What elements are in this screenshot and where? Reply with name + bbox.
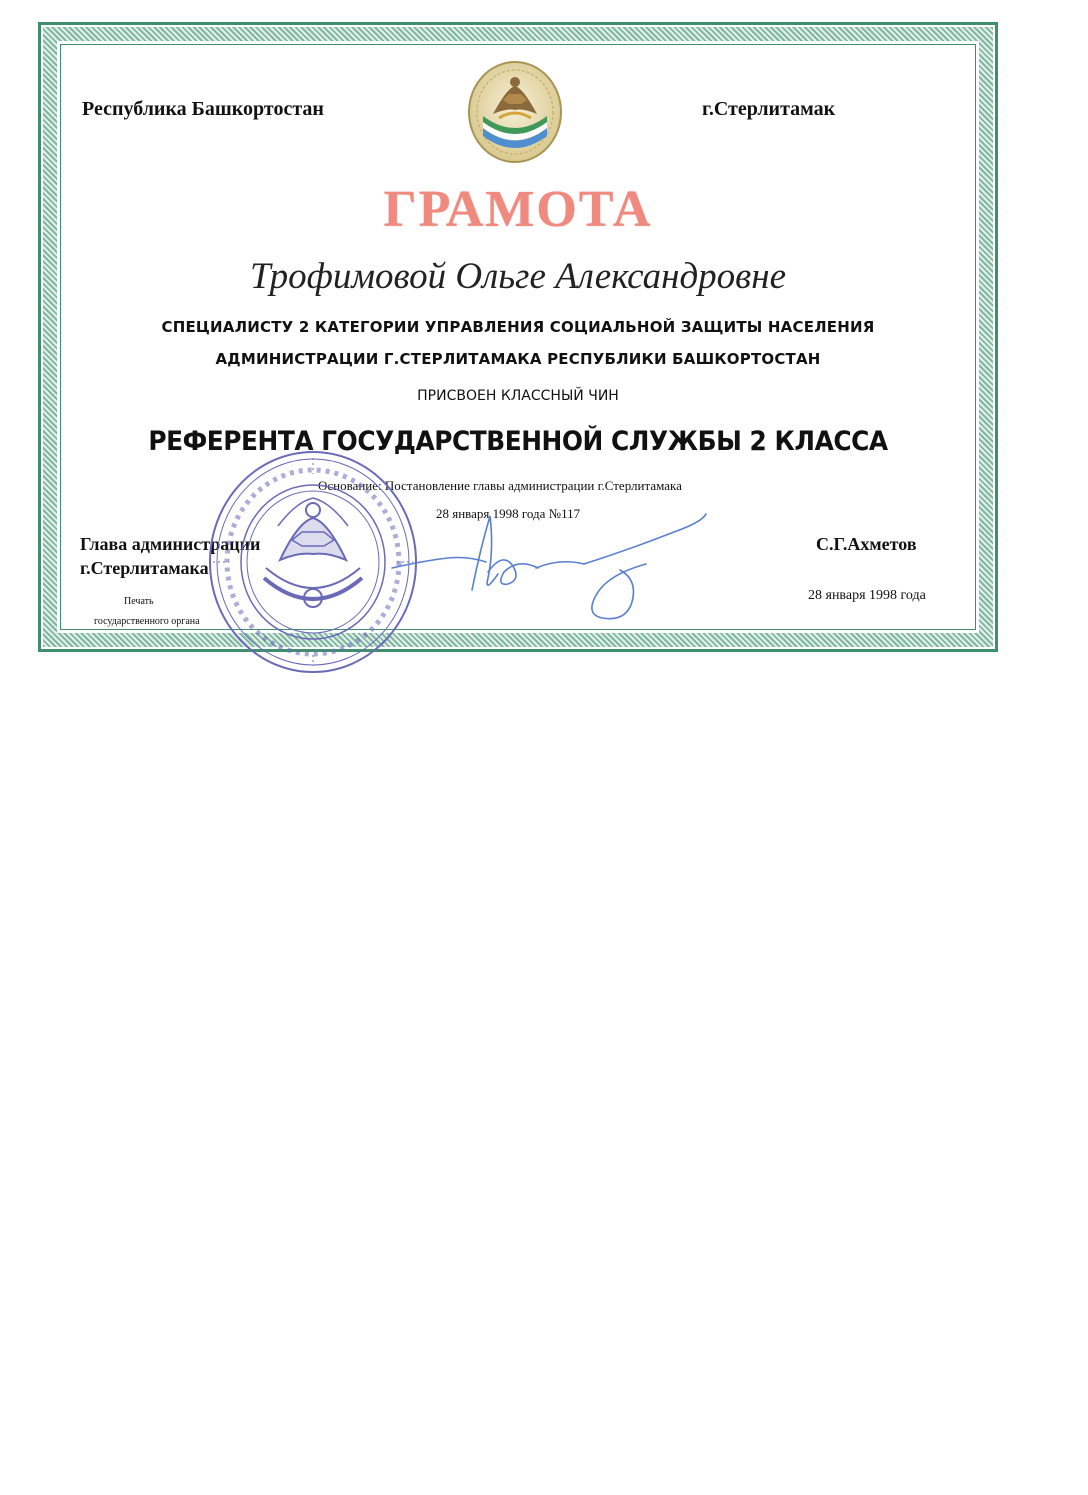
seal-label-line-2: государственного органа xyxy=(94,616,200,627)
head-title-line-1: Глава администрации xyxy=(80,534,261,554)
recipient-name: Трофимовой Ольге Александровне xyxy=(249,256,786,297)
assigned-rank-label: ПРИСВОЕН КЛАССНЫЙ ЧИН xyxy=(417,388,619,404)
signing-date: 28 января 1998 года xyxy=(808,588,926,603)
position-line-1: СПЕЦИАЛИСТУ 2 КАТЕГОРИИ УПРАВЛЕНИЯ СОЦИАЛЬНОЙ ЗАЩИТЫ НАСЕЛЕНИЯ xyxy=(161,318,875,336)
signature-icon xyxy=(388,510,708,630)
head-title-line-2: г.Стерлитамака xyxy=(80,558,209,578)
basis-date-number: 28 января 1998 года №117 xyxy=(436,506,581,521)
header-republic: Республика Башкортостан xyxy=(82,98,324,120)
certificate-title: ГРАМОТА xyxy=(383,181,653,238)
class-rank-title: РЕФЕРЕНТА ГОСУДАРСТВЕННОЙ СЛУЖБЫ 2 КЛАССА xyxy=(148,426,888,457)
position-line-2: АДМИНИСТРАЦИИ Г.СТЕРЛИТАМАКА РЕСПУБЛИКИ БАШКОРТОСТАН xyxy=(215,350,821,368)
signer-name: С.Г.Ахметов xyxy=(816,534,917,554)
header-city: г.Стерлитамак xyxy=(702,98,836,120)
seal-label-line-1: Печать xyxy=(124,596,154,607)
basis-text: Основание: Постановление главы администрации г.Стерлитамака xyxy=(318,478,682,493)
certificate xyxy=(38,22,998,652)
coat-of-arms-icon xyxy=(463,58,567,168)
